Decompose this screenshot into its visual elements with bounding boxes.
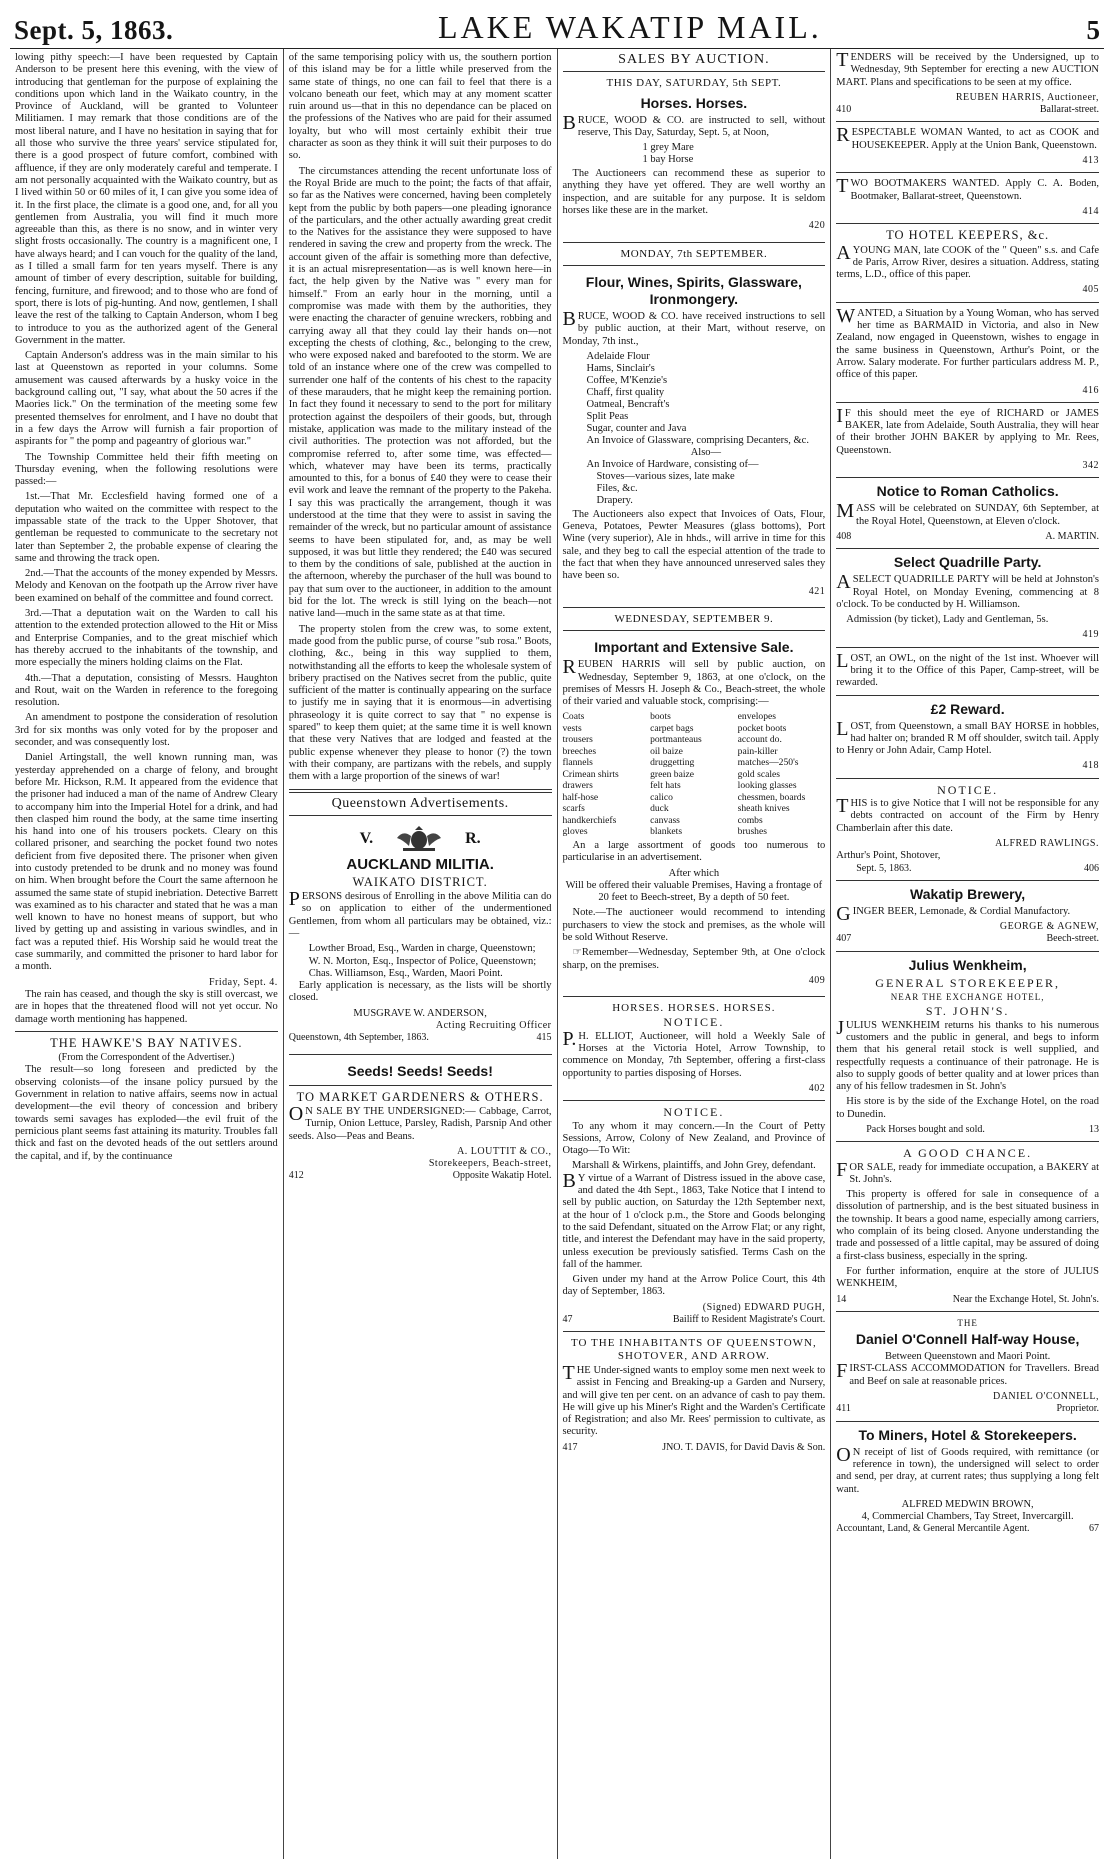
article-subtitle: (From the Correspondent of the Advertiser.) <box>58 1052 235 1064</box>
ad-body: Early application is necessary, as the lists will be shortly closed. <box>288 980 552 1004</box>
ad-role: Proprietor. <box>1056 1403 1099 1415</box>
article-paragraph: lowing pithy speech:—I have been requested by Captain Anderson to be present here this evening, with the view of introducing that gentleman for the purpose of explaining the conditions upon which land in the Waikato country, in the Province of Auckland, will be granted to Volunteer Militiamen. I may remark that those conditions are of the most liberal nature, and I have no hesitation in saying that for all those who survive the three years' service stipulated for, there is a good prospect of future comfort, combined with affluence, if they are only moderately careful and temperate. I am not personally acquainted with the Waikato country, but as I lived within 50 or 60 miles of it, I can give you some idea of it. In the first place, the climate is a good one, and, for all you gentlemen from Australia, you will find it much more agreeable than this, as there is no snow, and in winter very slight frosts occasionally. The country is a magnificent one, I have always heard; and I can vouch for the quality of the land, as I tilled a small farm for ten years myself. There is any amount of timber of every description, suitable for building, fencing, furniture, and firewood; and to those who are fond of sport, there is lots of pig-hunting. And now, gentlemen, I shall leave the rest of the talking to Captain Anderson, whom I beg to introduce to you as the authorized agent of the General Government in the matter. <box>15 52 278 346</box>
ad-body: PERSONS desirous of Enrolling in the above Militia can do so on application to either of the undermentioned Gentlemen, from whom all particulars may be obtained, viz.:— <box>288 888 552 939</box>
ad-body: P.H. ELLIOT, Auctioneer, will hold a Weekly Sale of Horses at the Victoria Hotel, Arrow Township, to commence on Monday, 7th September, offering a first-class opportunity to parties disposing of Horses. <box>562 1027 826 1079</box>
ad-body: REUBEN HARRIS will sell by public auction, on Wednesday, September 9, 1863, at one o'clock, on the premises of Messrs H. Joseph & Co., Beach-street, the whole of their varied and valuable stock, comprising:— <box>562 656 826 708</box>
article-title: THE HAWKE'S BAY NATIVES. <box>50 1035 243 1050</box>
goods-item: gold scales <box>737 768 781 780</box>
goods-item: account do. <box>737 734 782 746</box>
resolution: 2nd.—That the accounts of the money expended by Messrs. Melody and Kenovan on the footpath up the Arrow river have been examined on behalf of the committee and found correct. <box>15 568 278 604</box>
goods-item: calico <box>650 791 673 803</box>
ad-title: Wakatip Brewery, <box>910 885 1026 902</box>
ad-subtitle: NEAR THE EXCHANGE HOTEL, <box>890 992 1045 1003</box>
divider <box>289 1085 552 1086</box>
ad-footer <box>563 1442 826 1454</box>
divider <box>563 607 826 608</box>
ad-title: Flour, Wines, Spirits, Glassware, Ironmongery. <box>585 273 802 307</box>
ad-body: ON receipt of list of Goods required, with remittance (or reference in town), the undersigned will select to order and send, per dray, at current rates; thus supplying a long felt want. <box>836 1443 1099 1495</box>
divider <box>836 1141 1099 1142</box>
ad-signature: JNO. T. DAVIS, for David Davis & Son. <box>662 1441 826 1453</box>
crest-letter-r: R. <box>465 829 481 847</box>
goods-item: scarfs <box>562 803 585 815</box>
list-item: Oatmeal, Bencraft's <box>586 398 670 410</box>
ad-title: Important and Extensive Sale. <box>594 639 794 656</box>
ad-subtitle: NOTICE. <box>663 1015 725 1030</box>
article-paragraph: Captain Anderson's address was in the main similar to his last at Queenstown as reported in your columns. Some amusement was caused afterwards by a husky voice in the background calling out, "I say, what about the 50 acres if the Maories lick." On the termination of the meeting some few presented themselves for enrolment, and I have no doubt that in a few days the Arrow will furnish a fair proportion of aspirants for " the pomp and pageantry of glorious war." <box>15 350 278 448</box>
ad-number: 409 <box>808 974 826 986</box>
article-paragraph: of the same temporising policy with us, the southern portion of this island may be for a little while preserved from the same state of things, no one can fail to feel that there is a volcano beneath our feet, which may at any moment scatter ruin around us—that in this no dependance can be placed on the professions of the Natives who are paid for their assumed loyalty, but who will most certainly exhibit their true character as soon as they think it will suit their purposes to do so. <box>288 52 552 162</box>
ad-number: 411 <box>836 1403 851 1415</box>
sale-date: THIS DAY, SATURDAY, 5th SEPT. <box>606 77 782 90</box>
ad-body: FIRST-CLASS ACCOMMODATION for Travellers. Bread and Beef on sale at reasonable prices. <box>836 1360 1099 1387</box>
column-1 <box>10 49 284 1859</box>
horses-ad <box>563 92 826 237</box>
ad-number: 415 <box>536 1032 552 1044</box>
ad-title: TO HOTEL KEEPERS, &c. <box>886 228 1050 243</box>
goods-item: combs <box>737 814 763 826</box>
harris-sale-ad <box>563 636 826 991</box>
ad-body: WANTED, a Situation by a Young Woman, who has served her time as BARMAID in Victoria, and also in New Zealand, now engaged in Queenstown, wishes to engage in the same business in Queenstown, Arthur's Point, or the Arrow. Salary moderate. For further particulars address M. P., office of this paper. <box>836 304 1099 381</box>
ad-body: IF this should meet the eye of RICHARD or JAMES BAKER, late from Adelaide, South Australia, they will hear of their brother JOHN BAKER by applying to Mr. Rees, Queenstown. <box>836 404 1099 456</box>
ad-body: Marshall & Wirkens, plaintiffs, and John Grey, defendant. <box>572 1160 816 1172</box>
goods-item: portmanteaus <box>650 734 702 746</box>
ad-address: Opposite Wakatip Hotel. <box>452 1170 552 1182</box>
crest-letter-v: V. <box>359 829 374 847</box>
article-paragraph: The property stolen from the crew was, to some extent, made good from the public purse, of course "sub rosa." Boots, clothing, &c., being in this way supplied to them, notwithstanding all the efforts to keep the wholesale system of bribery practised on the Natives secret from the public, quite sufficient of the matter is continually appearing on the surface to justify me in saying that it is enormous—in advertising phraseology it is quite correct to say that " no expense is spared" to keep them quiet; at the same time it is well known that these very Natives that are lodged and feasted at the public expense whenever they please to honor (?) the town with their company, are partizans with the rebels, and supply them with a large proportion of the sinews of war! <box>288 623 552 783</box>
ad-number: 416 <box>1082 384 1099 396</box>
list-item: 1 grey Mare <box>642 142 694 154</box>
ad-reminder: ☞Remember—Wednesday, September 9th, at One o'clock sharp, on the premises. <box>562 947 826 971</box>
royal-crest <box>289 826 552 852</box>
contact-item: Lowther Broad, Esq., Warden in charge, Queenstown; <box>308 943 536 955</box>
ad-body: THIS is to give Notice that I will not be responsible for any debts contracted on account of the Firm by Henry Chamberlain after this date. <box>836 795 1099 834</box>
divider <box>563 71 826 72</box>
ad-body: ON SALE BY THE UNDERSIGNED:— Cabbage, Carrot, Turnip, Onion Lettuce, Parsley, Radish, Parsnip And other seeds. Also—Peas and Beans. <box>288 1102 552 1142</box>
page-number: 5 <box>1086 15 1100 45</box>
sale-date: WEDNESDAY, SEPTEMBER 9. <box>614 612 774 625</box>
ad-title: To Miners, Hotel & Storekeepers. <box>858 1426 1077 1443</box>
ad-footer <box>836 1403 1099 1415</box>
ad-number: 418 <box>1082 760 1099 772</box>
ad-body: AYOUNG MAN, late COOK of the " Queen" s.s. and Cafe de Paris, Arrow River, desires a situation. Address, stating terms, L.D., office of this paper. <box>836 241 1099 281</box>
article-paragraph: The rain has ceased, and though the sky is still overcast, we are in hopes that the threatened flood will not yet occur. No damage worth mentioning has happened. <box>15 988 278 1025</box>
divider <box>289 789 552 793</box>
ad-address: 4, Commercial Chambers, Tay Street, Invercargill. <box>861 1511 1074 1523</box>
ad-number: 419 <box>1082 629 1099 641</box>
columns <box>10 49 1104 1859</box>
ad-place: Queenstown, 4th September, 1863. <box>288 1032 429 1044</box>
ad-subtitle: ST. JOHN'S. <box>925 1004 1010 1019</box>
ad-footer <box>836 1124 1099 1136</box>
masthead-title: LAKE WAKATIP MAIL. <box>438 9 822 45</box>
goods-item: Crimean shirts <box>562 768 619 780</box>
ad-subtitle: WAIKATO DISTRICT. <box>352 874 488 889</box>
goods-list <box>563 711 826 838</box>
ad-body: For further information, enquire at the store of JULIUS WENKHEIM, <box>836 1265 1099 1290</box>
divider <box>836 1421 1099 1422</box>
ad-address: Ballarat-street. <box>1039 104 1099 116</box>
royal-arms-icon <box>389 826 449 852</box>
ad-body: TWO BOOTMAKERS WANTED. Apply C. A. Boden, Bootmaker, Ballarat-street, Queenstown. <box>836 175 1099 202</box>
divider <box>836 121 1099 122</box>
goods-item: carpet bags <box>650 722 694 734</box>
ad-title: Horses. Horses. <box>640 94 748 111</box>
article-paragraph: The Township Committee held their fifth meeting on Thursday evening, when the following resolutions were passed:— <box>15 451 278 488</box>
contact-item: W. N. Morton, Esq., Inspector of Police, Queenstown; <box>308 955 537 967</box>
ad-title: Notice to Roman Catholics. <box>876 483 1059 500</box>
flour-ad <box>563 271 826 602</box>
divider <box>836 548 1099 549</box>
ad-signature: REUBEN HARRIS, Auctioneer, <box>955 91 1099 103</box>
divider <box>563 1100 826 1101</box>
list-item: Sugar, counter and Java <box>586 422 687 434</box>
list-item: 1 bay Horse <box>642 154 694 166</box>
column-2 <box>284 49 558 1859</box>
divider <box>836 880 1099 881</box>
ad-number: 417 <box>562 1441 578 1453</box>
list-item: Hams, Sinclair's <box>586 362 655 374</box>
ad-body: GINGER BEER, Lemonade, & Cordial Manufactory. <box>836 902 1071 925</box>
ad-number: 420 <box>808 220 826 232</box>
goods-item: pocket boots <box>737 722 787 734</box>
list-item: An Invoice of Hardware, consisting of— <box>586 458 759 470</box>
ad-body: LOST, from Queenstown, a small BAY HORSE in hobbles, had halter on; branded R M off shoulder, switch tail. Apply to Henry or John Adair, Camp Hotel. <box>836 717 1099 757</box>
goods-item: looking glasses <box>737 780 797 792</box>
ad-title: Select Quadrille Party. <box>893 554 1042 571</box>
ad-body: The Auctioneers can recommend these as superior to anything they have yet offered. They are well worthy an inspection, and are suitable for any purpose. It is seldom horses like these are in the market. <box>562 168 826 217</box>
goods-item: half-hose <box>562 791 599 803</box>
divider <box>563 996 826 997</box>
sale-date: MONDAY, 7th SEPTEMBER. <box>620 247 768 260</box>
goods-item: felt hats <box>650 780 681 792</box>
goods-item: envelopes <box>737 711 777 723</box>
ad-body: Given under my hand at the Arrow Police Court, this 4th day of September, 1863. <box>562 1274 826 1298</box>
divider <box>836 172 1099 173</box>
divider <box>563 1331 826 1332</box>
goods-item: boots <box>650 711 671 723</box>
list-item: Files, &c. <box>596 482 638 494</box>
ad-title: A GOOD CHANCE. <box>903 1146 1033 1161</box>
ad-number: 410 <box>836 104 852 116</box>
divider <box>836 302 1099 303</box>
divider <box>836 477 1099 478</box>
ad-signature: ALFRED MEDWIN BROWN, <box>901 1498 1034 1510</box>
ad-number: 421 <box>808 585 826 597</box>
ad-title: £2 Reward. <box>930 700 1005 717</box>
ad-subtitle: Between Queenstown and Maori Point. <box>884 1351 1051 1363</box>
ad-footer <box>836 531 1099 543</box>
ad-body: ASELECT QUADRILLE PARTY will be held at Johnston's Royal Hotel, on Monday Evening, commencing at 8 o'clock. To be conducted by H. Williamson. <box>836 571 1099 610</box>
ad-body: Will be offered their valuable Premises, Having a frontage of 20 feet to Beech-street, By a depth of 50 feet. <box>565 879 823 904</box>
divider <box>836 695 1099 696</box>
ad-number: 407 <box>836 933 852 945</box>
ad-body: To any whom it may concern.—In the Court of Petty Sessions, Arrow, Colony of New Zealand, and Province of Otago—To Wit: <box>562 1120 826 1157</box>
ad-title: HORSES. HORSES. HORSES. <box>612 1002 776 1015</box>
ad-body: This property is offered for sale in consequence of a dissolution of partnership, and is the best situated business in the township. It bears a good name, especially among carriers, who complain of its being closed. Anyone understanding the trade and possessed of a little capital, may be assured of doing a first-class business, especially in the spring. <box>836 1189 1099 1262</box>
goods-item: matches—250's <box>737 757 799 769</box>
item-list <box>587 351 826 507</box>
divider <box>563 630 826 631</box>
ad-role: Acting Recruiting Officer <box>435 1020 552 1032</box>
ad-body: BRUCE, WOOD & CO. are instructed to sell, without reserve, This Day, Saturday, Sept. 5, at Noon, <box>562 111 826 138</box>
goods-item: handkerchiefs <box>562 814 617 826</box>
article-paragraph: Daniel Artingstall, the well known running man, was yesterday apprehended on a charge of felony, and brought before Mr. Hickson, R.M. It appeared from the evidence that the prisoner had induced a man of the name of Andrew Cleary to accompany him into the Imperial Hotel for a drink, and had then clasped him round the body, at the same time inserting his hand into one of his trousers pockets. Cleary on this collared prisoner, and searching the pocket found two notes deficient from five deposited there. The prisoner when given into custody pretended to be drunk and no money was found on him. When brought before the Court the same afternoon he assumed the same state of stupid inebriation. Detective Barrett was examined as to his character and stated that he was a man well known to have no honest means of support, but who lived by getting up and assisting in various swindles, and in fact was a reputed thief. His Worship said he would treat the case summarily, and committed the prisoner to hard labor for a month. <box>15 752 278 973</box>
ad-number: 402 <box>808 1082 826 1094</box>
resolution: 3rd.—That a deputation wait on the Warden to call his attention to the extended protection allowed to the Hit or Miss and Enterprise Companies, and to the great mischief which has thereby accrued to the inhabitants of the township, and more especially the miners holding claims on the Flat. <box>15 608 278 669</box>
ad-title: TO THE INHABITANTS OF QUEENSTOWN, SHOTOVER, AND ARROW. <box>571 1337 817 1362</box>
divider <box>836 778 1099 779</box>
ad-role: Bailiff to Resident Magistrate's Court. <box>672 1314 826 1326</box>
section-heading: SALES BY AUCTION. <box>618 52 770 67</box>
ad-body: After which <box>668 867 720 879</box>
resolution: 4th.—That a deputation, consisting of Messrs. Haughton and Rout, wait on the Warden in reference to the foregoing resolution. <box>15 672 278 709</box>
goods-item: trousers <box>562 734 593 746</box>
divider <box>15 1031 278 1032</box>
goods-item: oil baize <box>650 745 683 757</box>
ad-body: JULIUS WENKHEIM returns his thanks to his numerous customers and the public in general, and begs to inform them that his general retail stock is well supplied, and respectfully requests a continuance of their patronage. He is also to supply goods of better quality and at lower prices than any of his fellow tradesmen in St. John's <box>836 1016 1099 1093</box>
ad-subtitle: GENERAL STOREKEEPER, <box>875 975 1060 990</box>
ad-number: 14 <box>836 1293 847 1305</box>
divider <box>836 223 1099 224</box>
dateline: Friday, Sept. 4. <box>209 976 278 988</box>
ad-title: NOTICE. <box>663 1105 725 1120</box>
ad-body: LOST, an OWL, on the night of the 1st inst. Whoever will bring it to the Office of this Paper, Camp-street, will be rewarded. <box>836 649 1099 689</box>
column-4 <box>831 49 1104 1859</box>
goods-item: green baize <box>650 768 695 780</box>
article-paragraph: The circumstances attending the recent unfortunate loss of the Royal Bride are much to the point; the facts of that affair, so far as the Natives were concerned, having been completely kept from the public by both papers—one pleading ignorance of the particulars, and the other actually awarding great credit to the Natives for the assistance they were supposed to have rendered in saving the crew and property from the wreck. The account given of the affair is something more than defective, it is an actual misrepresentation—as is well known here—in fact, the help given by the Native was " every man for himself." From an early hour in the morning, until a compromise was made with them by the authorities, they were enacting the character of genuine wreckers, robbing and carrying away all that they could lay their hands on—not excepting the chests of clothing, &c., belonging to the crew, who were exposed naked and barefooted to the storm. We are told of an instance where one of the crew was compelled to surrender one half of the contents of his chest to the rapacity of these marauders, that he might keep the remaining portion. In fact they found it necessary to send to the port for military protection against the despoilers of their goods, but, through mistake, application was made to the military instead of the civil authorities. The protection was not afforded, but the compromise referred to, after some time, was effected—which, whatever may have been its terms, practically amounted to this, for a bonus of £40 they were to cease their evil work and leave the remnant of the property to the Pakeha. I say this was practically the arrangement, though it was understood at the time that they were to assist in saving the remainder of the wreck, but no particular amount of assistance seems to have been stipulated for, and, as may be well supposed, it was but little they rendered; the £40 was secured to them by the conditions of sale, published at the auction in the afternoon, whereby the purchaser of the hull was bound to pay that sum over to the auctioneer, in addition to the amount bid for the lot. The wreck is still lying on the beach—not native land—much in the same state as at that time. <box>288 165 552 620</box>
ad-number: 67 <box>1089 1523 1099 1535</box>
divider <box>289 1054 552 1055</box>
list-item: Chaff, first quality <box>586 386 665 398</box>
ad-signature: GEORGE & AGNEW, <box>999 921 1099 933</box>
ad-footer <box>836 863 1099 875</box>
ad-signature: ALFRED RAWLINGS. <box>995 837 1099 849</box>
goods-item: sheath knives <box>737 803 790 815</box>
ad-body: Pack Horses bought and sold. <box>866 1124 985 1135</box>
ad-number: 414 <box>1082 205 1099 217</box>
ad-footer <box>836 933 1099 945</box>
list-item: Coffee, M'Kenzie's <box>586 374 668 386</box>
ad-title: Julius Wenkheim, <box>908 956 1027 973</box>
ad-note: Note.—The auctioneer would recommend to intending purchasers to view the stock and premises, as the whole will be sold Without Reserve. <box>562 907 826 943</box>
ad-number: 13 <box>1089 1124 1099 1135</box>
ad-number: 406 <box>1084 862 1099 874</box>
ad-footer <box>836 1294 1099 1306</box>
ad-footer <box>563 1314 826 1326</box>
ad-signature: A. MARTIN. <box>1045 530 1099 542</box>
militia-ad <box>289 821 552 1049</box>
goods-item: druggetting <box>650 757 695 769</box>
column-3 <box>558 49 832 1859</box>
ad-footer <box>289 1170 552 1182</box>
ad-body: Admission (by ticket), Lady and Gentleman, 5s. <box>846 614 1049 626</box>
ad-body: An a large assortment of goods too numerous to particularise in an advertisement. <box>562 839 826 864</box>
goods-item: brushes <box>737 826 767 838</box>
seeds-ad <box>289 1060 552 1187</box>
goods-item: drawers <box>562 780 593 792</box>
article-paragraph: An amendment to postpone the consideration of resolution 3rd for six months was only voted for by the proposer and seconder, and was consequently lost. <box>15 712 278 749</box>
ad-signature: DANIEL O'CONNELL, <box>992 1391 1099 1403</box>
ad-date: Sept. 5, 1863. <box>856 862 912 874</box>
goods-item: breeches <box>562 745 597 757</box>
ad-footer <box>836 1523 1099 1535</box>
list-item: Adelaide Flour <box>586 350 650 362</box>
masthead <box>10 6 1104 49</box>
ad-body: RESPECTABLE WOMAN Wanted, to act as COOK and HOUSEKEEPER. Apply at the Union Bank, Queenstown. <box>836 124 1099 151</box>
ad-number: 412 <box>288 1170 304 1182</box>
article-paragraph: The result—so long foreseen and predicted by the observing colonists—of the insane policy pursued by the Government in relation to native affairs, seems now in actual development—the evil theory of concession and bribery towards semi savages has exploded—the evil fruit of the pernicious plant seems fast attaining its maturity. Troubles fall thick and fast on the devoted heads of the out settlers around the capital, and if, by the continuance <box>15 1064 278 1162</box>
ad-place: Arthur's Point, Shotover, <box>836 850 941 862</box>
goods-item: Coats <box>562 711 585 723</box>
section-heading: Queenstown Advertisements. <box>331 795 509 811</box>
ad-number: 405 <box>1082 284 1099 296</box>
ad-address: Storekeepers, Beach-street, <box>428 1158 552 1170</box>
masthead-date: Sept. 5, 1863. <box>14 15 174 45</box>
goods-item: chessmen, boards <box>737 791 806 803</box>
goods-item: pain-killer <box>737 745 778 757</box>
divider <box>563 265 826 266</box>
ad-signature: A. LOUTTIT & CO., <box>457 1145 552 1157</box>
goods-item: vests <box>562 722 582 734</box>
list-item: Split Peas <box>586 410 629 422</box>
goods-item: duck <box>650 803 669 815</box>
contact-item: Chas. Williamson, Esq., Warden, Maori Point. <box>308 967 503 979</box>
ad-body: THE Under-signed wants to employ some men next week to assist in Fencing and Breaking-up a Garden and Nursery, and will give ten per cent. on an advance of cash to pay them. He will give up his Miner's Right and the Warden's Certificate of Registration; and also Mr. Rees' permission to cultivate, as security. <box>562 1361 826 1438</box>
ad-number: 342 <box>1082 460 1099 472</box>
list-item: Stoves—various sizes, late make <box>596 470 735 482</box>
ad-body: BY virtue of a Warrant of Distress issued in the above case, and dated the 4th Sept., 1863, Take Notice that I intend to sell by public auction, on Saturday the 12th September next, at the hour of 1 o'clock p.m., the Store and Goods belonging to the said Defendant, situated on the Arrow Flat; or any right, title, and interest the Defendant may have in the said property, unless execution be previously satisfied. Terms Cash on the fall of the hammer. <box>562 1169 826 1270</box>
ad-label: THE <box>957 1317 978 1328</box>
goods-item: canvass <box>650 814 680 826</box>
list-item: Drapery. <box>596 494 633 506</box>
divider <box>836 951 1099 952</box>
ad-title: Daniel O'Connell Half-way House, <box>855 1331 1080 1348</box>
ad-body: BRUCE, WOOD & CO. have received instructions to sell by public auction, at their Mart, without reserve, on Monday, 7th inst., <box>562 307 826 347</box>
ad-body: MASS will be celebrated on SUNDAY, 6th September, at the Royal Hotel, Queenstown, at Eleven o'clock. <box>836 500 1099 527</box>
divider <box>836 1311 1099 1312</box>
ad-signature: (Signed) EDWARD PUGH, <box>702 1301 826 1313</box>
ad-subtitle: TO MARKET GARDENERS & OTHERS. <box>296 1089 544 1104</box>
ad-title: NOTICE. <box>937 782 999 797</box>
resolution: 1st.—That Mr. Ecclesfield having formed one of a deputation who waited on the committee with respect to the impassable state of the track to the Upper Shotover, that gentleman be requested to communicate to the secretary not later than September 2, the probable expense of clearing the same and throwing the track open. <box>15 491 278 564</box>
ad-footer <box>289 1032 552 1044</box>
ad-role: Accountant, Land, & General Mercantile Agent. <box>836 1523 1030 1535</box>
divider <box>289 815 552 816</box>
ad-body: FOR SALE, ready for immediate occupation, a BAKERY at St. John's. <box>836 1158 1099 1185</box>
item-list <box>643 142 826 166</box>
ad-body: The Auctioneers also expect that Invoices of Oats, Flour, Geneva, Potatoes, Pewter Measures (glass bottoms), Port Wine (very superior), Ale in hhds., will arrive in time for this sale, and they beg to call the especial attention of the trade to the fact that when they have announced unreserved sales they have been so. <box>562 508 826 582</box>
ad-signature: MUSGRAVE W. ANDERSON, <box>353 1007 487 1019</box>
divider <box>836 402 1099 403</box>
ad-address: Near the Exchange Hotel, St. John's. <box>952 1293 1099 1305</box>
divider <box>836 647 1099 648</box>
list-item: An Invoice of Glassware, comprising Decanters, &c. <box>586 434 809 446</box>
ad-title: Seeds! Seeds! Seeds! <box>347 1062 493 1079</box>
goods-item: flannels <box>562 757 593 769</box>
divider <box>563 242 826 243</box>
ad-address: Beech-street. <box>1046 933 1099 945</box>
ad-body: His store is by the side of the Exchange Hotel, on the road to Dunedin. <box>836 1096 1099 1120</box>
ad-footer <box>836 104 1099 116</box>
goods-item: blankets <box>650 826 683 838</box>
ad-title: AUCKLAND MILITIA. <box>346 855 494 873</box>
ad-number: 408 <box>836 530 852 542</box>
goods-item: gloves <box>562 826 588 838</box>
ad-number: 47 <box>562 1314 573 1326</box>
ad-body: TENDERS will be received by the Undersigned, up to Wednesday, 9th September for erecting a new AUCTION MART. Plans and specifications to be seen at my office. <box>836 49 1099 88</box>
list-item: Also— <box>690 446 722 458</box>
ad-number: 413 <box>1082 155 1099 167</box>
